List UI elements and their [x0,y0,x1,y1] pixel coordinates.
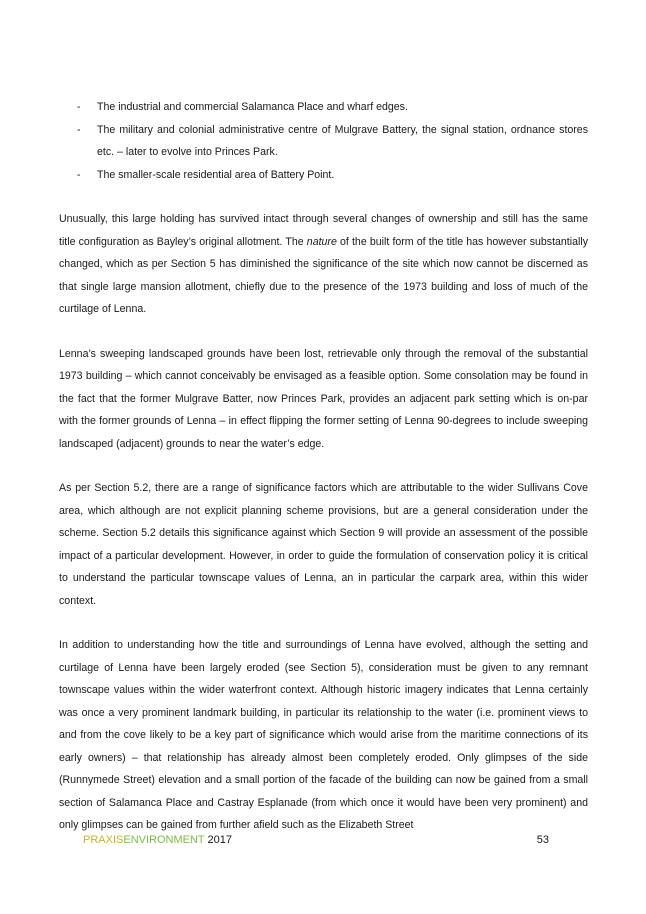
bullet-text: The smaller-scale residential area of Battery Point. [97,168,335,181]
footer-year: 2017 [204,834,232,846]
bullet-text: The industrial and commercial Salamanca Place and wharf edges. [97,101,408,113]
paragraph-text: Unusually, this large holding has survived intact through several changes of ownership and still has the same title configuration as Bayley’s original allotment. The [59,213,588,248]
paragraph-townscape-values: In addition to understanding how the title and surroundings of Lenna have evolved, although the setting and curtilage of Lenna have been largely eroded (see Section 5), consideration must be given to any remnant townscape values within the wider waterfront context. Although historic imagery indicates that Lenna certainly was once a very prominent landmark building, in particular its relationship to the water (i.e. prominent views to and from the cove likely to be a key part of significance which would arise from the maritime connections of its early owners) – that relationship has already almost been completely eroded. Only glimpses of the side (Runnymede Street) elevation and a small portion of the facade of the building can now be gained from a small section of Salamanca Place and Castray Esplanade (from which once it would have been very prominent) and only glimpses can be gained from further afield such as the Elizabeth Street [59,639,588,831]
emphasized-word: nature [306,235,337,248]
bullet-list [59,96,588,186]
paragraph-landscaped-grounds: Lenna’s sweeping landscaped grounds have been lost, retrievable only through the removal of the substantial 1973 building – which cannot conceivably be envisaged as a feasible option. Some consolation may be found in the fact that the former Mulgrave Batter, now Princes Park, provides an adjacent park setting which is on-par with the former grounds of Lenna – in effect flipping the former setting of Lenna 90-degrees to include sweeping landscaped (adjacent) grounds to near the water’s edge. [59,347,588,450]
page-footer [83,832,549,848]
brand-praxis-text: PRAXIS [83,834,124,846]
footer-brand [83,834,232,846]
paragraph-text: of the built form of the title has however substantially changed, which as per Section 5 has diminished the significance of the site which now cannot be discerned as that single large mansion allotment, chiefly due to the presence of the 1973 building and loss of much of the curtilage of Lenna. [59,235,588,315]
brand-environment-text: ENVIRONMENT [123,834,205,846]
bullet-marker: - [77,101,81,113]
bullet-marker: - [77,168,81,181]
bullet-item [59,164,588,187]
bullet-item [59,119,588,164]
bullet-item [59,96,588,119]
paragraph-title-configuration [59,208,588,321]
page-number: 53 [536,834,549,846]
bullet-marker: - [77,123,81,136]
page-body [59,96,588,837]
paragraph-significance-factors: As per Section 5.2, there are a range of significance factors which are attributable to the wider Sullivans Cove area, which although are not explicit planning scheme provisions, but are a general consideration under the scheme. Section 5.2 details this significance against which Section 9 will provide an assessment of the possible impact of a particular development. However, in order to guide the formulation of conservation policy it is critical to understand the particular townscape values of Lenna, an in particular the carpark area, within this wider context. [59,482,588,607]
bullet-text: The military and colonial administrative centre of Mulgrave Battery, the signal station, ordnance stores etc. – later to evolve into Princes Park. [97,123,588,158]
